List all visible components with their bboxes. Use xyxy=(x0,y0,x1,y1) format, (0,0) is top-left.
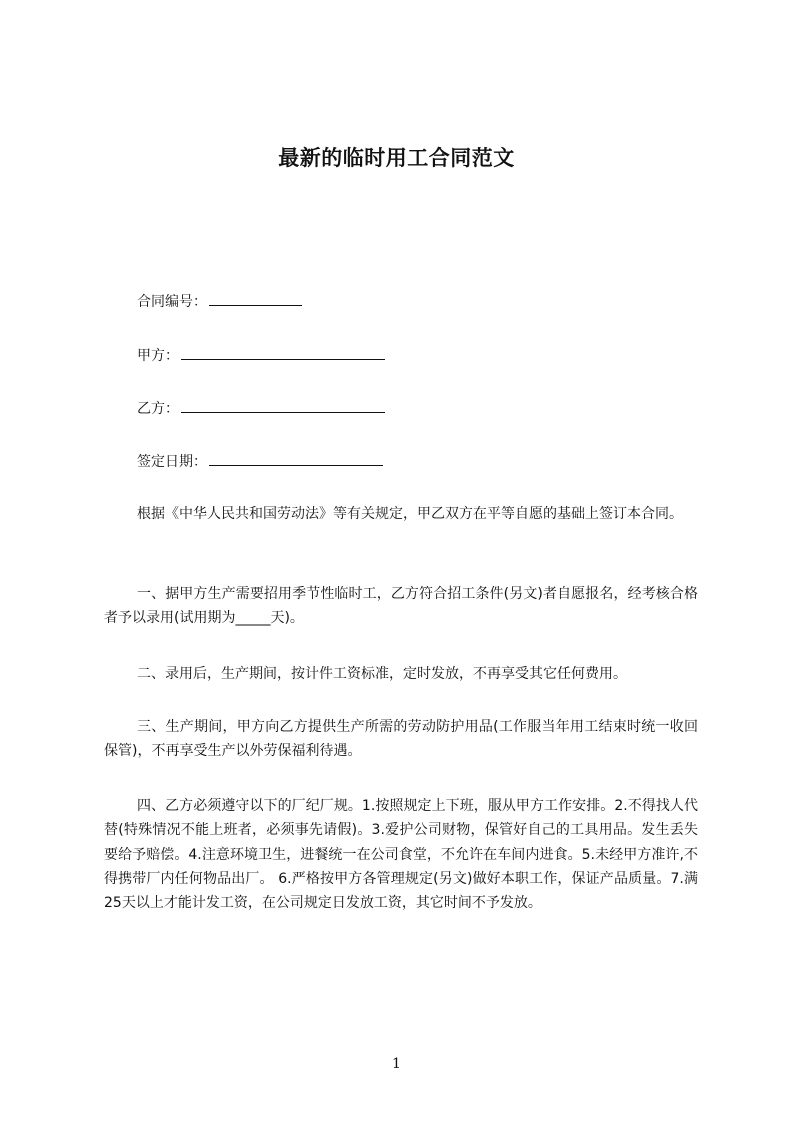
clause-1: 一、据甲方生产需要招用季节性临时工，乙方符合招工条件(另文)者自愿报名，经考核合格者予以录用(试用期为_____天)。 xyxy=(104,586,698,626)
clause-4: 四、乙方必须遵守以下的厂纪厂规。1.按照规定上下班，服从甲方工作安排。2.不得找人代替(特殊情况不能上班者，必须事先请假)。3.爱护公司财物，保管好自己的工具用品。发生丢失要给予赔偿。4.注意环境卫生，进餐统一在公司食堂，不允许在车间内进食。5.未经甲方准许,不得携带厂内任何物品出厂。 6.严格按甲方各管理规定(另文)做好本职工作，保证产品质量。7.满25天以上才能计发工资，在公司规定日发放工资，其它时间不予发放。 xyxy=(104,798,698,912)
party-a-label: 甲方： xyxy=(137,348,179,364)
document-title: 最新的临时用工合同范文 xyxy=(278,146,515,170)
signing-date-field xyxy=(137,451,383,472)
clause-3: 三、生产期间，甲方向乙方提供生产所需的劳动防护用品(工作服当年用工结束时统一收回保管)，不再享受生产以外劳保福利待遇。 xyxy=(104,719,698,759)
party-b-field xyxy=(137,398,385,419)
contract-number-field xyxy=(137,291,302,312)
party-b-blank[interactable] xyxy=(181,398,385,413)
preamble-paragraph: 根据《中华人民共和国劳动法》等有关规定，甲乙双方在平等自愿的基础上签订本合同。 xyxy=(137,506,683,522)
page-number: 1 xyxy=(392,1056,401,1072)
party-b-label: 乙方： xyxy=(137,401,179,417)
party-a-blank[interactable] xyxy=(181,345,385,360)
contract-number-label: 合同编号： xyxy=(137,294,207,310)
clause-2: 二、录用后，生产期间，按计件工资标准，定时发放，不再享受其它任何费用。 xyxy=(137,666,627,682)
contract-number-blank[interactable] xyxy=(209,291,302,306)
signing-date-label: 签定日期： xyxy=(137,454,207,470)
signing-date-blank[interactable] xyxy=(209,451,383,466)
party-a-field xyxy=(137,345,385,366)
